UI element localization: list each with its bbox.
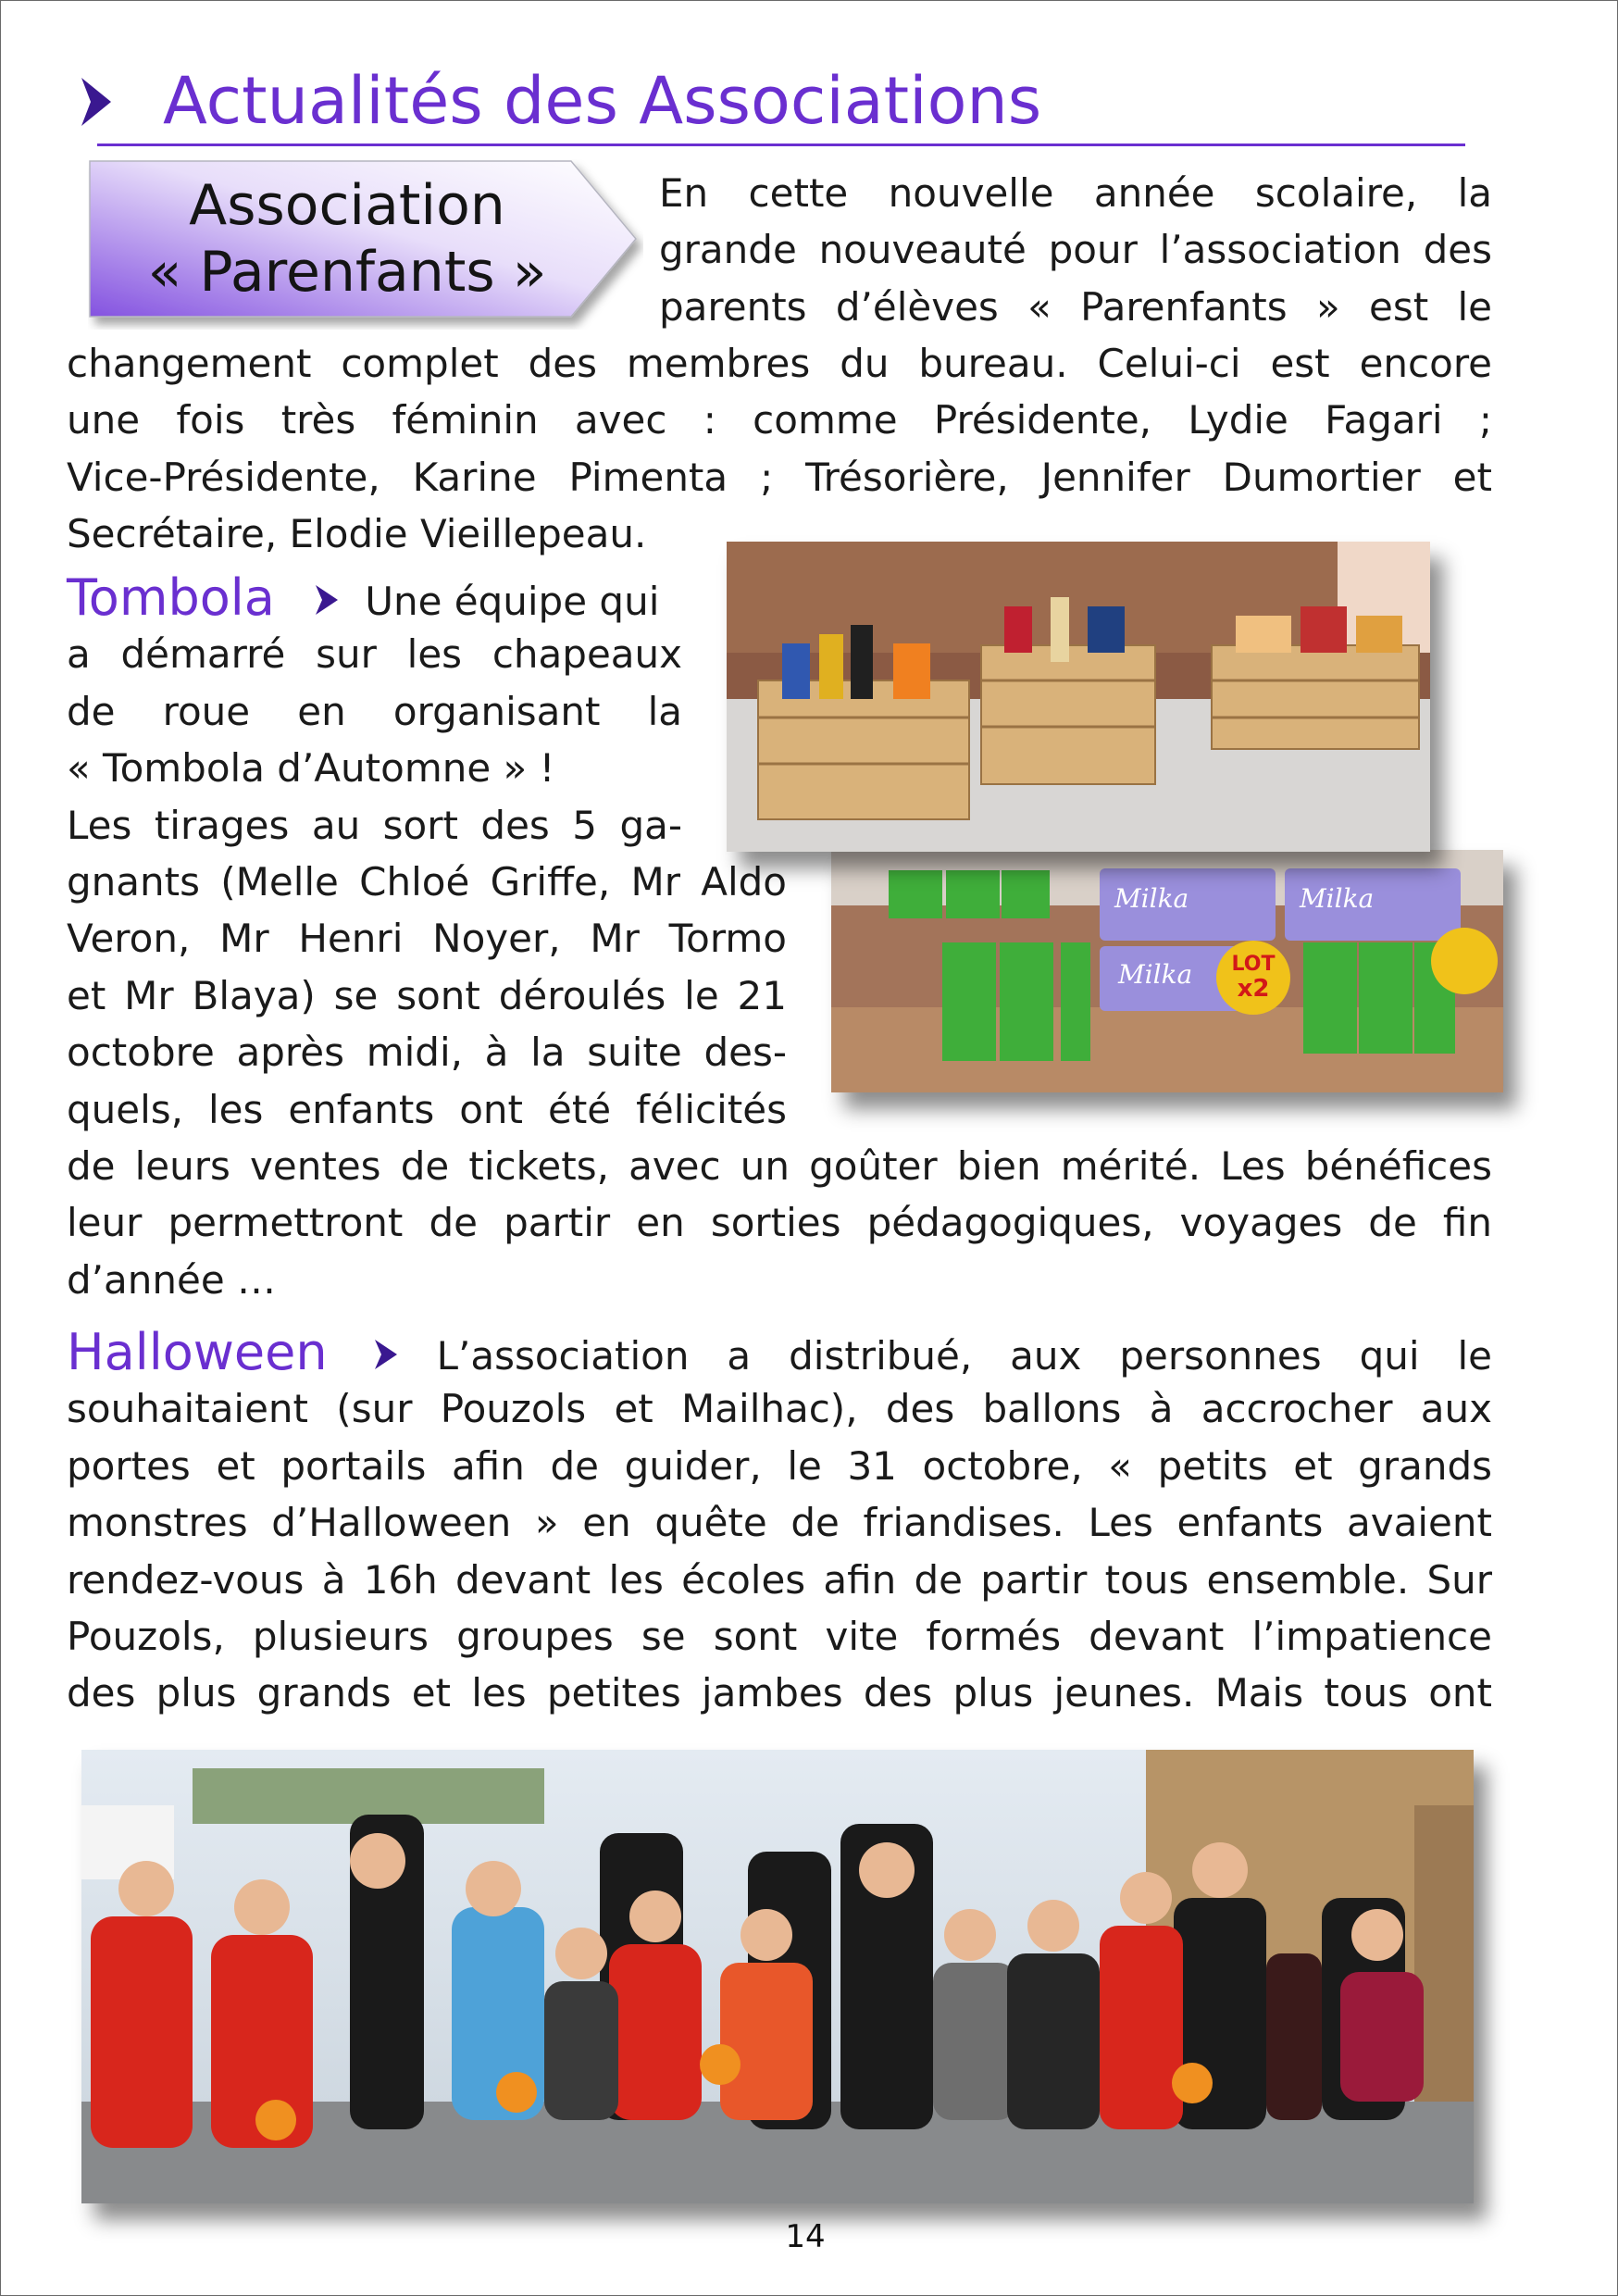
text-line: des plus grands et les petites jambes des plus jeunes. Mais tous ont: [67, 1670, 1492, 1716]
chevron-right-icon: [313, 581, 341, 618]
text-line: changement complet des membres du bureau. Celui-ci est encore: [67, 341, 1492, 386]
chevron-right-icon: [372, 1336, 400, 1373]
text-line: de leurs ventes de tickets, avec un goûter bien mérité. Les bénéfices: [67, 1143, 1492, 1189]
text-line: portes et portails afin de guider, le 31 octobre, « petits et grands: [67, 1442, 1492, 1489]
text-line: rendez-vous à 16h devant les écoles afin de partir tous ensemble. Sur: [67, 1556, 1492, 1603]
banner-line-1: Association: [189, 173, 505, 238]
intro-paragraph-full: [67, 335, 1492, 563]
tombola-paragraph-full: [67, 1138, 1492, 1308]
text-line: octobre après midi, à la suite des-: [67, 1029, 787, 1076]
intro-paragraph-top: [659, 165, 1492, 335]
milka-label: Milka: [1300, 883, 1375, 914]
text-line: L’association a distribué, aux personnes qui le: [436, 1333, 1492, 1379]
text-line: leur permettront de partir en sorties pédagogiques, voyages de fin: [67, 1200, 1492, 1246]
text-line: Une équipe qui: [365, 579, 660, 624]
halloween-title: Halloween: [67, 1323, 328, 1381]
text-line: et Mr Blaya) se sont déroulés le 21: [67, 972, 787, 1018]
text-line: Pouzols, plusieurs groupes se sont vite formés devant l’impatience: [67, 1613, 1492, 1659]
section-header: [74, 54, 1462, 146]
text-line: d’année …: [67, 1256, 277, 1303]
text-line: Les tirages au sort des 5 ga-: [67, 802, 682, 848]
text-line: Vice-Présidente, Karine Pimenta ; Trésorière, Jennifer Dumortier et: [67, 454, 1492, 500]
text-line: monstres d’Halloween » en quête de friandises. Les enfants avaient: [67, 1500, 1492, 1546]
text-line: Secrétaire, Elodie Vieillepeau.: [67, 511, 647, 557]
chevron-right-icon: [78, 74, 115, 130]
text-line: Veron, Mr Henri Noyer, Mr Tormo: [67, 916, 787, 962]
halloween-paragraph: [67, 1324, 1492, 1722]
lot-label: LOT: [1231, 953, 1276, 976]
lot-label: x2: [1237, 975, 1270, 1003]
text-line: a démarré sur les chapeaux: [67, 631, 682, 678]
milka-label: Milka: [1114, 883, 1189, 914]
halloween-group-photo: [81, 1750, 1474, 2203]
text-line: quels, les enfants ont été félicités: [67, 1086, 787, 1132]
page-title: Actualités des Associations: [163, 63, 1042, 139]
page-number: 14: [785, 2218, 826, 2255]
banner-line-2: « Parenfants »: [147, 240, 547, 305]
text-line: une fois très féminin avec : comme Présidente, Lydie Fagari ;: [67, 397, 1492, 443]
text-line: grande nouveauté pour l’association des: [659, 227, 1492, 273]
text-line: parents d’élèves « Parenfants » est le: [659, 283, 1492, 330]
text-line: gnants (Melle Chloé Griffe, Mr Aldo: [67, 859, 787, 905]
header-divider: [97, 144, 1465, 146]
tombola-crates-photo: [727, 542, 1430, 852]
halloween-heading-line: [67, 1324, 1492, 1380]
tombola-snacks-photo: [831, 850, 1503, 1092]
milka-label: Milka: [1118, 959, 1193, 990]
text-line: En cette nouvelle année scolaire, la: [659, 170, 1492, 216]
tombola-heading-line: [67, 569, 682, 626]
text-line: « Tombola d’Automne » !: [67, 745, 555, 792]
text-line: souhaitaient (sur Pouzols et Mailhac), des ballons à accrocher aux: [67, 1386, 1492, 1432]
tombola-paragraph-narrow: [67, 569, 682, 854]
tombola-title: Tombola: [67, 568, 275, 627]
tombola-paragraph-medium: [67, 854, 787, 1138]
association-banner: [88, 159, 643, 330]
text-line: de roue en organisant la: [67, 688, 682, 734]
